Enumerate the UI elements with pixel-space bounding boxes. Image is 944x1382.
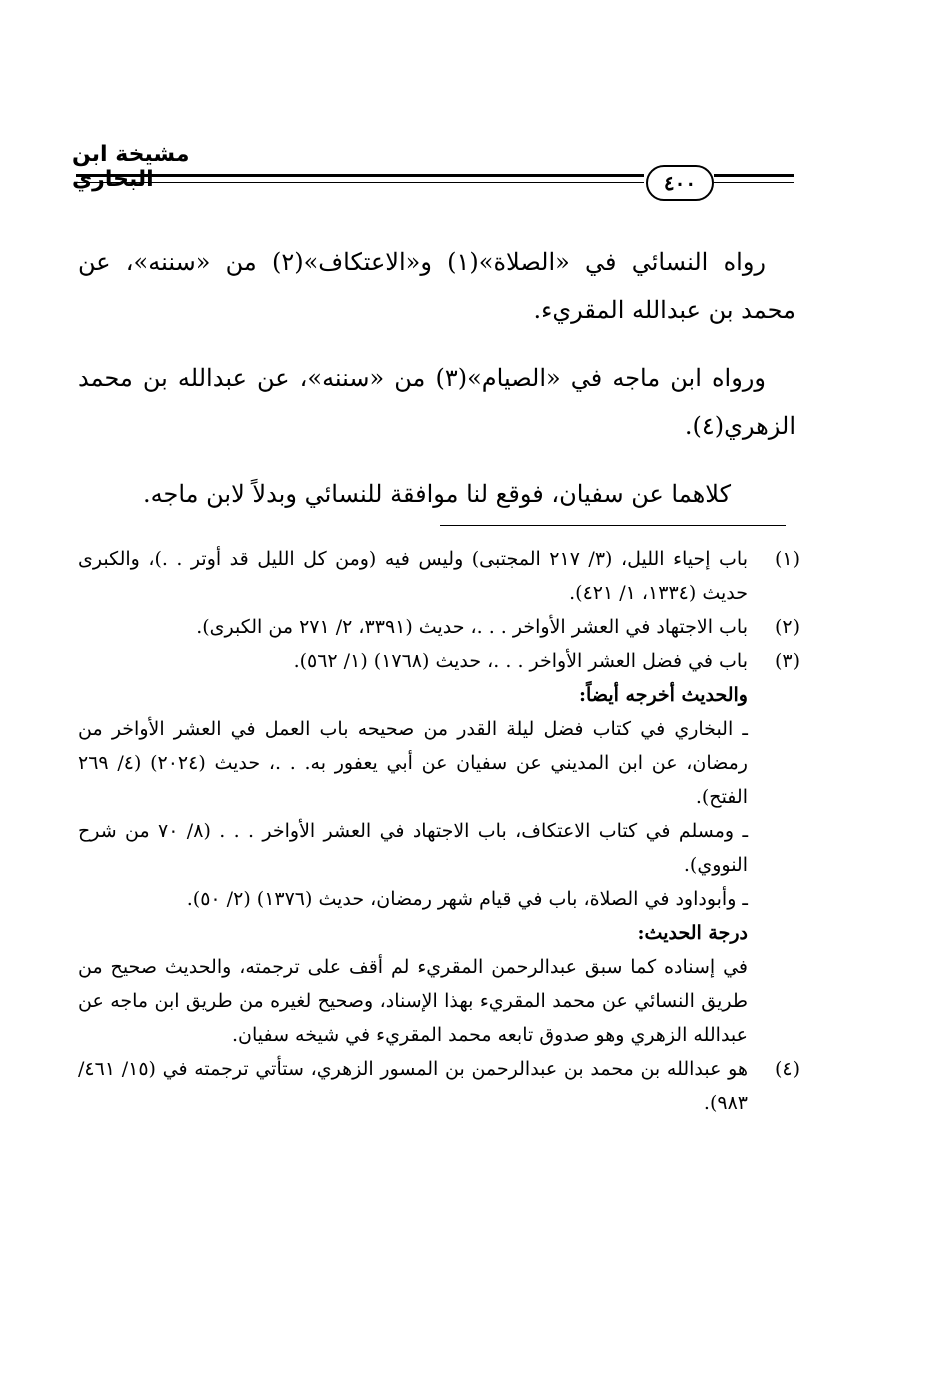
takhrij-abudawud: ـ وأبوداود في الصلاة، باب في قيام شهر رمضان، حديث (١٣٧٦) (٢/ ٥٠).: [186, 888, 748, 910]
footnotes: [78, 542, 800, 1120]
footnote-separator: [440, 525, 786, 526]
footnote-number: (٤): [774, 1058, 800, 1080]
also-heading: والحديث أخرجه أيضاً:: [579, 684, 748, 706]
paragraph-2: ورواه ابن ماجه في «الصيام»(٣) من «سننه»، عن عبدالله بن محمد الزهري(٤).: [78, 364, 796, 440]
footnote-text: باب الاجتهاد في العشر الأواخر . . .، حديث (٣٣٩١، ٢/ ٢٧١ من الكبرى).: [196, 616, 748, 638]
header-rule-right-thin: [714, 182, 794, 183]
grade-text: في إسناده كما سبق عبدالرحمن المقريء لم أقف على ترجمته، والحديث صحيح من طريق النسائي عن محمد المقريء بهذا الإسناد، وصحيح لغيره من طريق ابن ماجه عن عبدالله الزهري وهو صدوق تابعه محمد المقريء في شيخه سفيان.: [78, 956, 748, 1046]
footnote-4: [78, 1052, 800, 1120]
takhrij-muslim: ـ ومسلم في كتاب الاعتكاف، باب الاجتهاد في العشر الأواخر . . . (٨/ ٧٠ من شرح النووي).: [78, 820, 749, 876]
grade-heading: درجة الحديث:: [637, 922, 748, 944]
main-text: [78, 238, 796, 538]
page-number: ٤٠٠: [646, 165, 714, 201]
footnote-text: باب في فضل العشر الأواخر . . .، حديث (١٧٦٨) (١/ ٥٦٢).: [293, 650, 748, 672]
footnote-3: [78, 644, 800, 678]
footnote-number: (٣): [774, 650, 800, 672]
header-rule-right-thick: [714, 174, 794, 177]
book-title: مشيخة ابن البخاري: [72, 142, 190, 192]
footnote-2: [78, 610, 800, 644]
footnote-text: هو عبدالله بن محمد بن عبدالرحمن بن المسور الزهري، ستأتي ترجمته في (١٥/ ٤٦١/ ٩٨٣).: [78, 1058, 748, 1114]
footnote-number: (٢): [774, 616, 800, 638]
header-rule-left-thick: [76, 174, 644, 177]
header-rule-left-thin: [76, 182, 644, 183]
paragraph-3: كلاهما عن سفيان، فوقع لنا موافقة للنسائي وبدلاً لابن ماجه.: [143, 480, 731, 508]
takhrij-bukhari: ـ البخاري في كتاب فضل ليلة القدر من صحيحه باب العمل في العشر الأواخر من رمضان، عن ابن المديني عن سفيان عن أبي يعفور به. . .، حديث (٢٠٢٤) (٤/ ٢٦٩ الفتح).: [78, 718, 748, 808]
footnote-1: [78, 542, 800, 610]
footnote-text: باب إحياء الليل، (٣/ ٢١٧ المجتبى) وليس فيه (ومن كل الليل قد أوتر . .)، والكبرى حديث (١٣٣٤، ١/ ٤٢١).: [78, 548, 749, 604]
footnote-number: (١): [774, 548, 800, 570]
paragraph-1: رواه النسائي في «الصلاة»(١) و«الاعتكاف»(٢) من «سننه»، عن محمد بن عبدالله المقريء.: [78, 248, 796, 324]
